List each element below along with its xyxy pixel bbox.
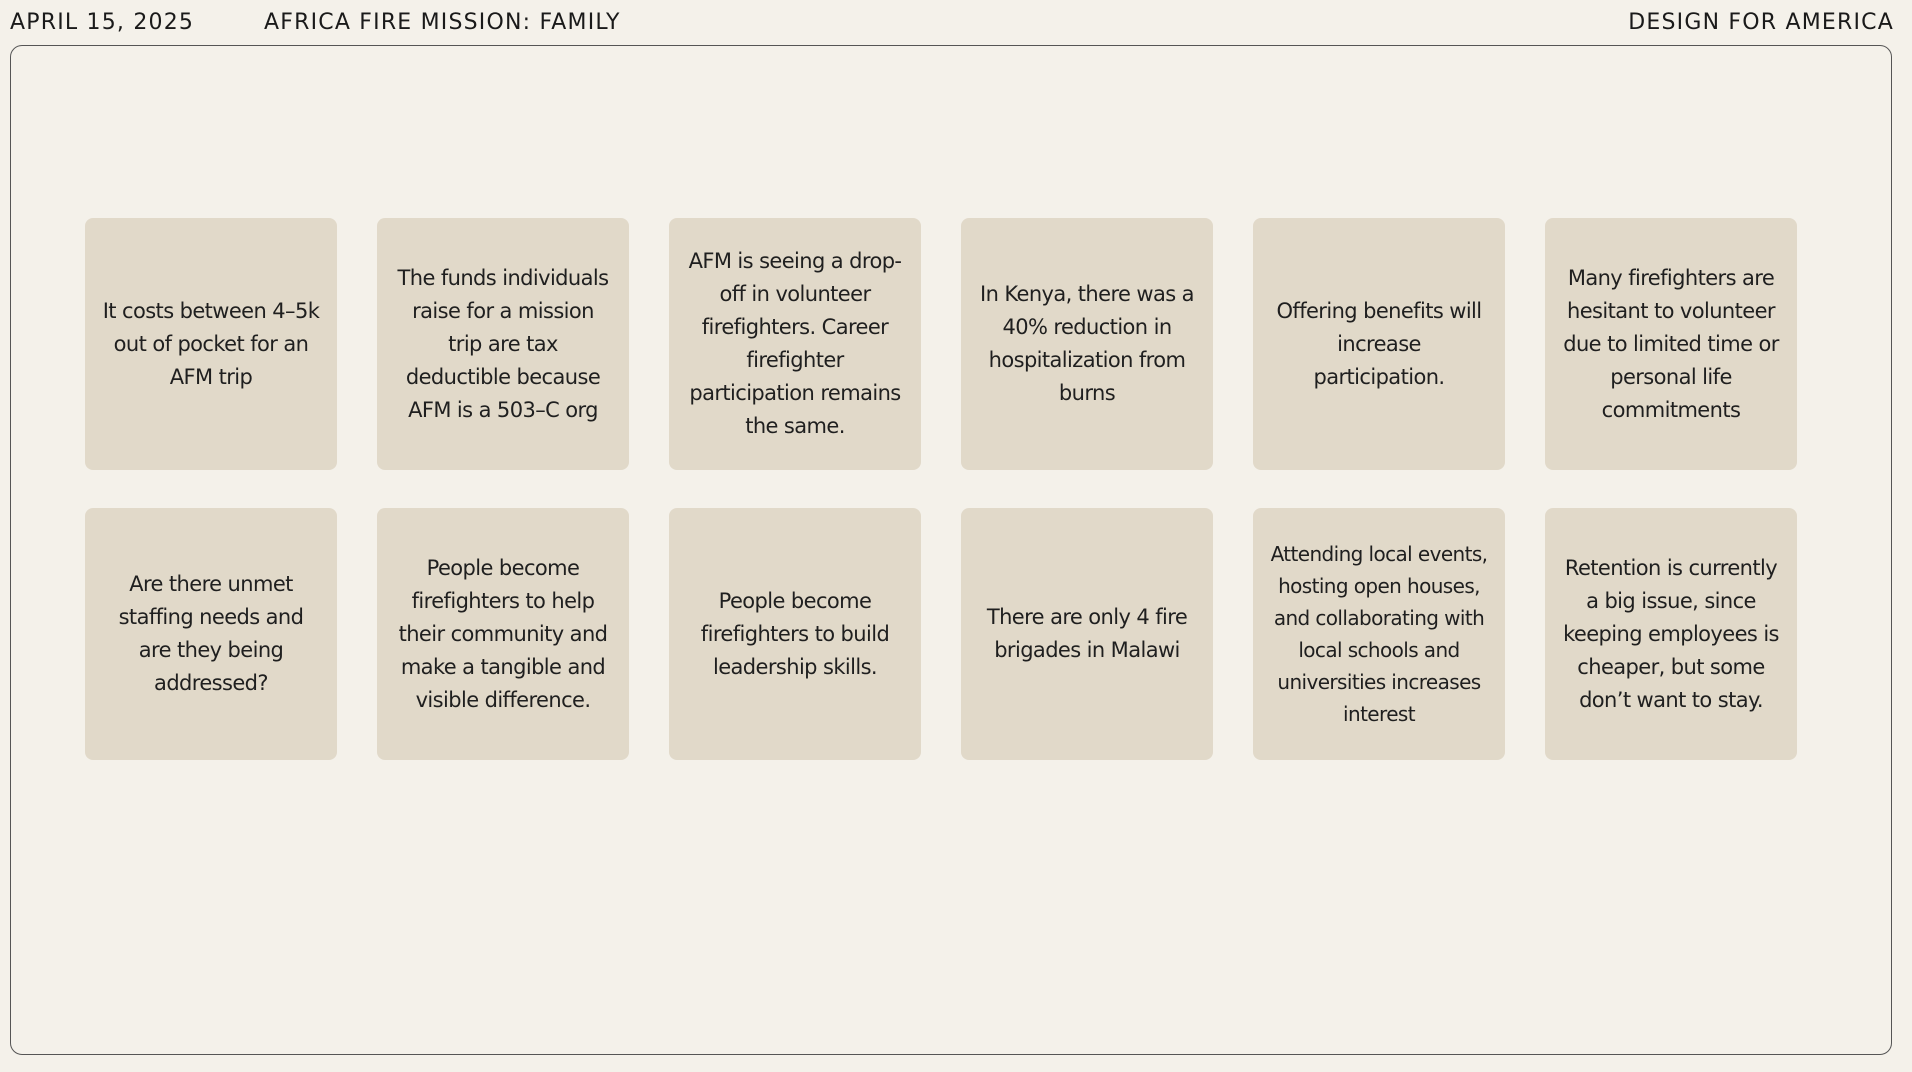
note-text: There are only 4 fire brigades in Malawi	[986, 605, 1188, 662]
sticky-note[interactable]	[85, 508, 337, 760]
sticky-note[interactable]	[1545, 218, 1797, 470]
note-text: Many firefighters are hesitant to volunteer due to limited time or personal life commitments	[1563, 265, 1779, 422]
page-header	[0, 0, 1912, 46]
note-text: Are there unmet staffing needs and are they being addressed?	[118, 572, 304, 695]
note-text: AFM is seeing a drop-off in volunteer firefighters. Career firefighter participation remains the same.	[688, 249, 902, 438]
sticky-note[interactable]	[669, 508, 921, 760]
sticky-note[interactable]	[1253, 508, 1505, 760]
sticky-note[interactable]	[961, 508, 1213, 760]
note-text: People become firefighters to help their community and make a tangible and visible difference.	[398, 555, 608, 712]
sticky-note[interactable]	[1545, 508, 1797, 760]
note-text: In Kenya, there was a 40% reduction in hospitalization from burns	[980, 282, 1194, 405]
header-date: APRIL 15, 2025	[10, 10, 195, 35]
note-text: People become firefighters to build leadership skills.	[700, 588, 890, 679]
header-org: DESIGN FOR AMERICA	[1628, 10, 1894, 35]
sticky-note[interactable]	[669, 218, 921, 470]
sticky-note-grid	[85, 218, 1797, 760]
note-text: Offering benefits will increase participation.	[1276, 298, 1482, 389]
sticky-note[interactable]	[85, 218, 337, 470]
sticky-note[interactable]	[961, 218, 1213, 470]
header-title: AFRICA FIRE MISSION: FAMILY	[264, 10, 621, 35]
note-text: Attending local events, hosting open houses, and collaborating with local schools and universities increases interest	[1270, 542, 1488, 726]
note-text: Retention is currently a big issue, since keeping employees is cheaper, but some don’t want to stay.	[1563, 555, 1779, 712]
sticky-note[interactable]	[1253, 218, 1505, 470]
note-text: It costs between 4–5k out of pocket for an AFM trip	[102, 298, 320, 389]
note-text: The funds individuals raise for a mission trip are tax deductible because AFM is a 503–C org	[397, 265, 609, 422]
sticky-note[interactable]	[377, 218, 629, 470]
sticky-note[interactable]	[377, 508, 629, 760]
